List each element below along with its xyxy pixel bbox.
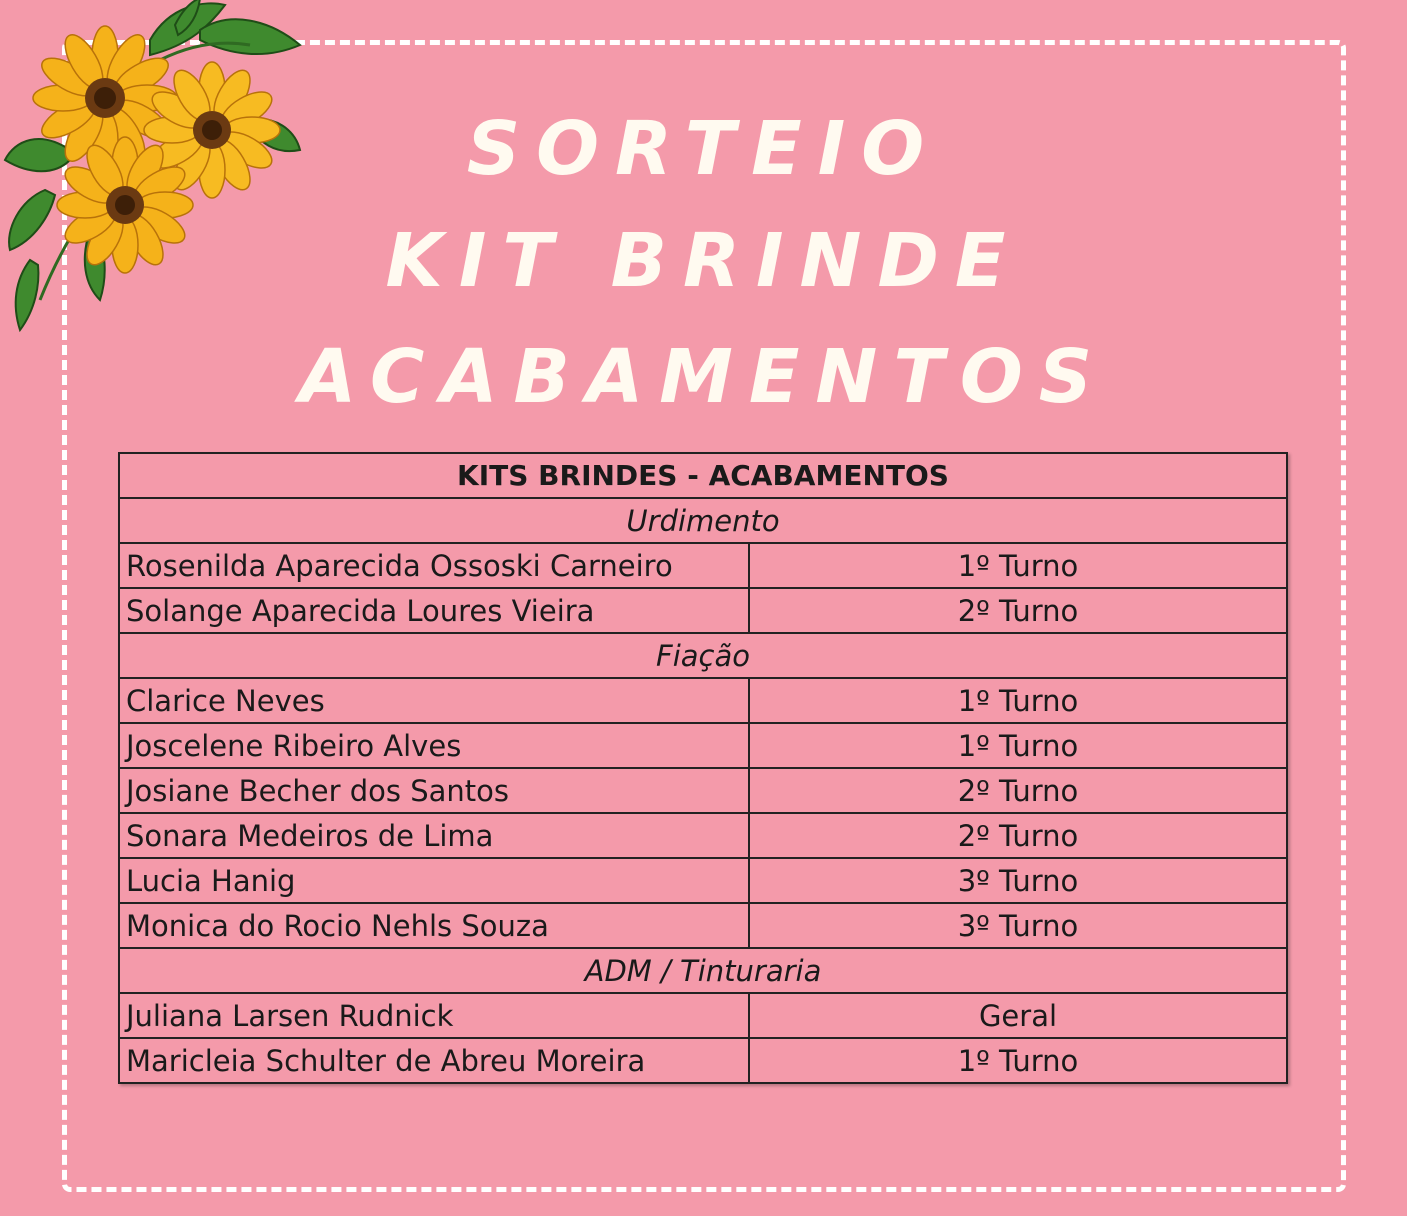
table-row	[119, 588, 1287, 633]
person-shift: 1º Turno	[749, 678, 1287, 723]
person-name: Maricleia Schulter de Abreu Moreira	[119, 1038, 749, 1083]
table-row	[119, 993, 1287, 1038]
kits-table	[118, 452, 1288, 1084]
person-shift: 1º Turno	[749, 1038, 1287, 1083]
section-row	[119, 633, 1287, 678]
person-shift: 3º Turno	[749, 858, 1287, 903]
person-name: Solange Aparecida Loures Vieira	[119, 588, 749, 633]
person-name: Monica do Rocio Nehls Souza	[119, 903, 749, 948]
table-row	[119, 1038, 1287, 1083]
table-row	[119, 903, 1287, 948]
table-row	[119, 543, 1287, 588]
section-row	[119, 948, 1287, 993]
person-name: Clarice Neves	[119, 678, 749, 723]
table-row	[119, 813, 1287, 858]
person-shift: 2º Turno	[749, 768, 1287, 813]
section-title: Fiação	[119, 633, 1287, 678]
title-line-3: ACABAMENTOS	[298, 334, 1109, 420]
title-line-2: KIT BRINDE	[385, 218, 1022, 304]
table-header: KITS BRINDES - ACABAMENTOS	[119, 453, 1287, 498]
person-name: Sonara Medeiros de Lima	[119, 813, 749, 858]
person-name: Joscelene Ribeiro Alves	[119, 723, 749, 768]
person-name: Lucia Hanig	[119, 858, 749, 903]
table-header-row	[119, 453, 1287, 498]
title-line-1: SORTEIO	[466, 106, 941, 192]
table-row	[119, 723, 1287, 768]
section-row	[119, 498, 1287, 543]
person-shift: Geral	[749, 993, 1287, 1038]
person-name: Rosenilda Aparecida Ossoski Carneiro	[119, 543, 749, 588]
person-name: Josiane Becher dos Santos	[119, 768, 749, 813]
person-shift: 3º Turno	[749, 903, 1287, 948]
person-name: Juliana Larsen Rudnick	[119, 993, 749, 1038]
section-title: Urdimento	[119, 498, 1287, 543]
table-row	[119, 768, 1287, 813]
section-title: ADM / Tinturaria	[119, 948, 1287, 993]
table-row	[119, 678, 1287, 723]
person-shift: 2º Turno	[749, 588, 1287, 633]
person-shift: 1º Turno	[749, 723, 1287, 768]
table-row	[119, 858, 1287, 903]
person-shift: 2º Turno	[749, 813, 1287, 858]
person-shift: 1º Turno	[749, 543, 1287, 588]
